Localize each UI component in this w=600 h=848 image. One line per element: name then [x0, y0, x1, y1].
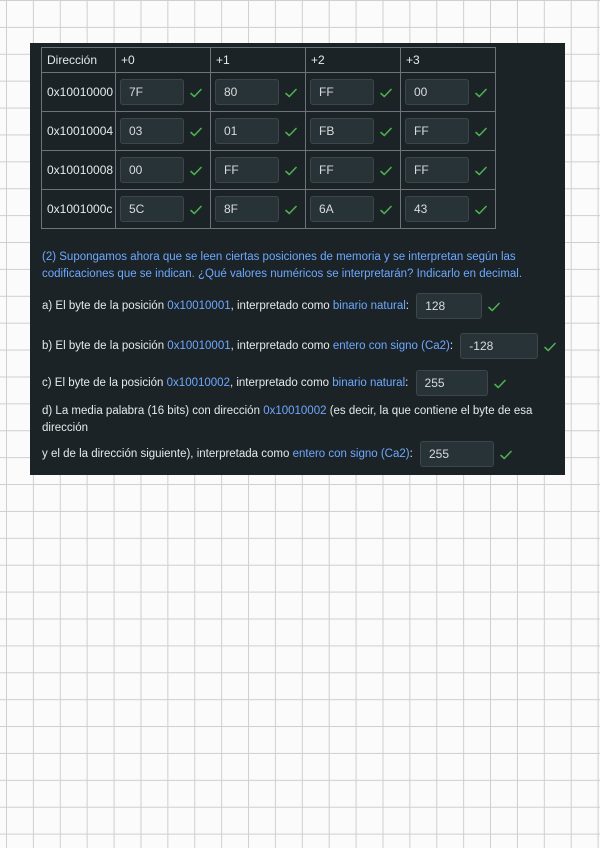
byte-input[interactable]: 6A	[310, 196, 374, 222]
byte-cell	[211, 112, 306, 151]
table-row	[42, 190, 496, 229]
byte-input[interactable]: 7F	[120, 79, 184, 105]
byte-cell	[401, 190, 496, 229]
byte-cell	[116, 151, 211, 190]
byte-input[interactable]: FF	[310, 157, 374, 183]
byte-cell	[116, 73, 211, 112]
question-a-text: a) El byte de la posición	[42, 300, 168, 313]
question-a-address: 0x10010001	[167, 300, 231, 313]
row-address: 0x1001000c	[42, 190, 116, 229]
byte-cell	[211, 151, 306, 190]
table-row	[42, 151, 496, 190]
table-row	[42, 73, 496, 112]
question-b-encoding: entero con signo (Ca2)	[332, 340, 450, 353]
header-address: Dirección	[42, 48, 116, 73]
byte-input[interactable]: FF	[215, 157, 279, 183]
byte-cell	[116, 112, 211, 151]
question-b-colon: :	[449, 340, 454, 353]
byte-cell	[401, 151, 496, 190]
checkmark-icon	[475, 126, 487, 136]
byte-cell	[401, 73, 496, 112]
byte-input[interactable]: FF	[405, 157, 469, 183]
answer-b-input[interactable]: -128	[460, 333, 538, 359]
checkmark-icon	[475, 165, 487, 175]
checkmark-icon	[285, 204, 297, 214]
question-c-text: c) El byte de la posición	[42, 377, 167, 390]
question-d-text-mid: (es decir, la que contiene el byte de esa dirección	[42, 405, 533, 434]
checkmark-icon	[475, 87, 487, 97]
header-offset-3: +3	[401, 48, 496, 73]
question-b-text: b) El byte de la posición	[42, 340, 168, 353]
byte-cell	[306, 151, 401, 190]
question-c-text-mid: , interpretado como	[229, 377, 333, 390]
question-a-text-mid: , interpretado como	[230, 300, 333, 313]
answer-d-input[interactable]: 255	[420, 441, 494, 467]
question-d-text-line2: y el de la dirección siguiente), interpretada como	[42, 448, 293, 461]
memory-table	[41, 47, 496, 229]
header-offset-1: +1	[211, 48, 306, 73]
checkmark-icon	[190, 204, 202, 214]
row-address: 0x10010004	[42, 112, 116, 151]
exercise-panel	[30, 43, 565, 475]
checkmark-icon	[380, 87, 392, 97]
byte-input[interactable]: 43	[405, 196, 469, 222]
row-address: 0x10010000	[42, 73, 116, 112]
question-intro: (2) Supongamos ahora que se leen ciertas posiciones de memoria y se interpretan según las codificaciones que se indican. ¿Qué valores numéricos se interpretarán? Indicarlo en decimal.	[42, 251, 523, 280]
checkmark-icon	[500, 449, 512, 459]
row-address: 0x10010008	[42, 151, 116, 190]
question-d-encoding: entero con signo (Ca2)	[292, 448, 410, 461]
question-b-text-mid: , interpretado como	[230, 340, 333, 353]
question-d-colon: :	[409, 448, 413, 461]
byte-input[interactable]: 00	[405, 79, 469, 105]
table-header-row	[42, 48, 496, 73]
question-b	[42, 333, 556, 359]
header-offset-2: +2	[306, 48, 401, 73]
byte-cell	[211, 73, 306, 112]
byte-cell	[306, 112, 401, 151]
question-d	[42, 403, 552, 467]
question-d-address: 0x10010002	[263, 405, 327, 417]
question-c-address: 0x10010002	[166, 377, 230, 390]
checkmark-icon	[190, 87, 202, 97]
question-d-text: d) La media palabra (16 bits) con dirección	[42, 405, 264, 417]
question-c-encoding: binario natural	[332, 377, 406, 390]
checkmark-icon	[190, 165, 202, 175]
byte-cell	[401, 112, 496, 151]
question-a-encoding: binario natural	[332, 300, 406, 313]
byte-input[interactable]: FB	[310, 118, 374, 144]
byte-input[interactable]: 01	[215, 118, 279, 144]
checkmark-icon	[285, 165, 297, 175]
byte-input[interactable]: FF	[405, 118, 469, 144]
question-a-colon: :	[405, 300, 409, 313]
header-offset-0: +0	[116, 48, 211, 73]
question-a	[42, 293, 500, 319]
checkmark-icon	[488, 301, 500, 311]
table-row	[42, 112, 496, 151]
question-b-address: 0x10010001	[167, 340, 231, 353]
byte-cell	[116, 190, 211, 229]
question-c	[42, 370, 506, 396]
checkmark-icon	[380, 204, 392, 214]
byte-cell	[211, 190, 306, 229]
byte-input[interactable]: 80	[215, 79, 279, 105]
checkmark-icon	[285, 87, 297, 97]
checkmark-icon	[544, 341, 556, 351]
checkmark-icon	[475, 204, 487, 214]
byte-input[interactable]: 8F	[215, 196, 279, 222]
byte-input[interactable]: 03	[120, 118, 184, 144]
byte-cell	[306, 190, 401, 229]
byte-input[interactable]: FF	[310, 79, 374, 105]
byte-input[interactable]: 5C	[120, 196, 184, 222]
checkmark-icon	[380, 165, 392, 175]
checkmark-icon	[494, 378, 506, 388]
answer-c-input[interactable]: 255	[416, 370, 488, 396]
byte-input[interactable]: 00	[120, 157, 184, 183]
checkmark-icon	[190, 126, 202, 136]
checkmark-icon	[285, 126, 297, 136]
checkmark-icon	[380, 126, 392, 136]
answer-a-input[interactable]: 128	[416, 293, 482, 319]
question-c-colon: :	[405, 377, 409, 390]
byte-cell	[306, 73, 401, 112]
